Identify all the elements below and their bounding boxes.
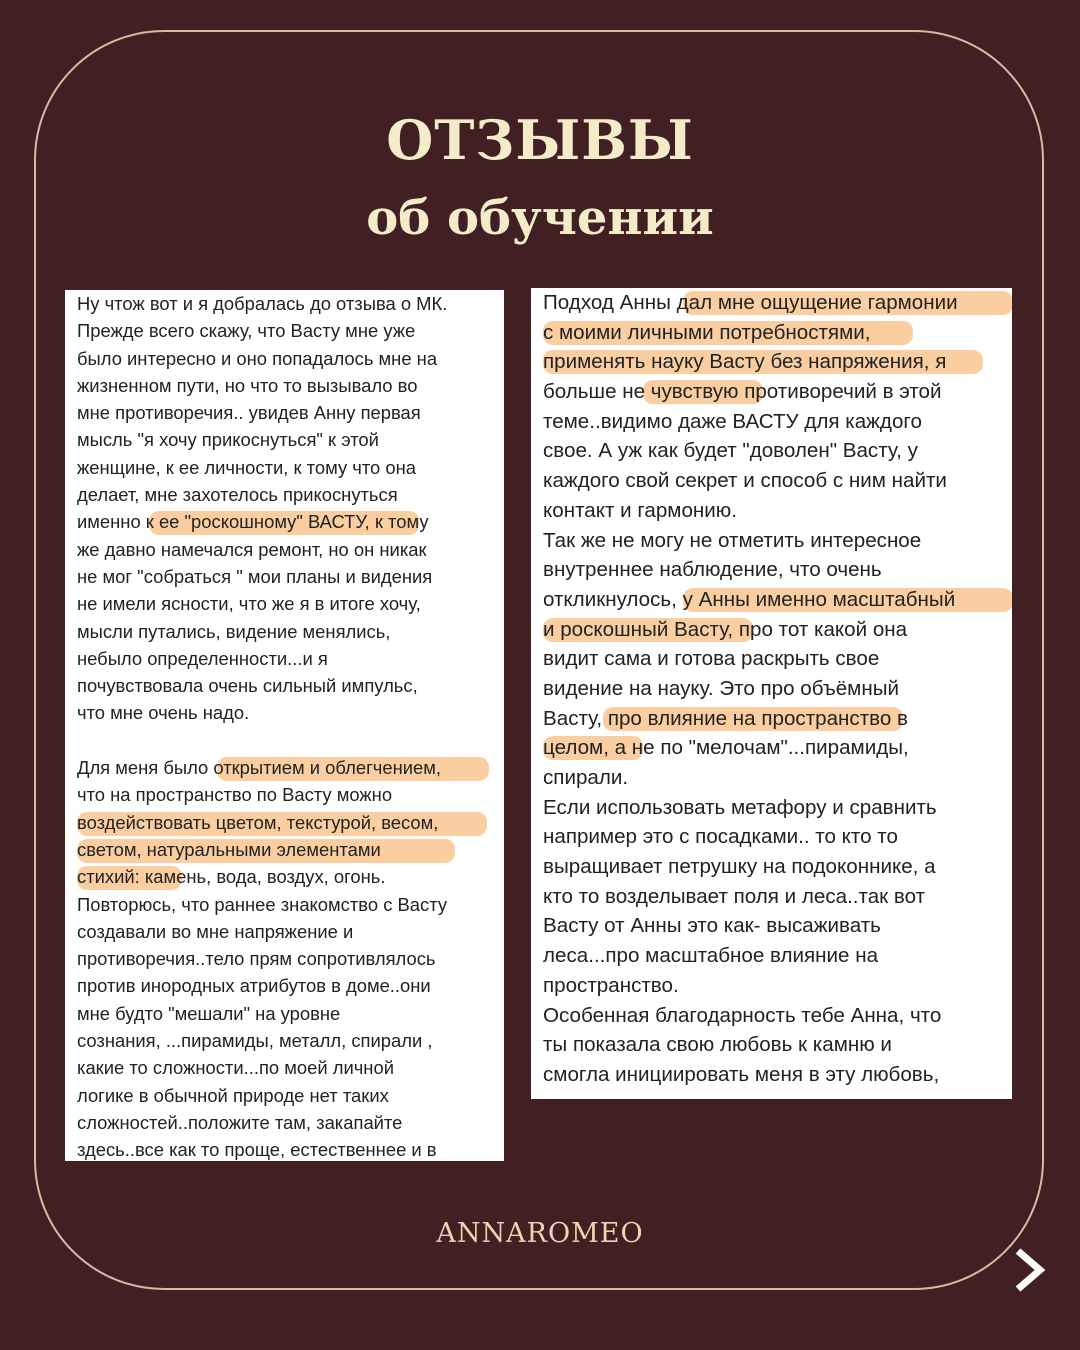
review-text: Васту от Анны это как- высаживать bbox=[543, 914, 881, 938]
page-subtitle: об обучении bbox=[366, 190, 714, 246]
review-text-line bbox=[77, 672, 492, 699]
review-text-line bbox=[77, 481, 492, 508]
review-text: и роскошный Васту, про тот какой она bbox=[543, 617, 908, 641]
review-text-line bbox=[77, 426, 492, 453]
review-text: с моими личными потребностями, bbox=[543, 320, 871, 344]
review-text: пространство. bbox=[543, 973, 679, 997]
review-text: против инородных атрибутов в доме..они bbox=[77, 975, 431, 997]
review-text-line bbox=[77, 809, 492, 836]
review-text: стихий: камень, вода, воздух, огонь. bbox=[77, 866, 386, 888]
review-text: что на пространство по Васту можно bbox=[77, 784, 393, 806]
review-text: мысль "я хочу прикоснуться" к этой bbox=[77, 429, 379, 451]
review-text-line bbox=[543, 733, 1000, 763]
review-text-line bbox=[543, 941, 1000, 971]
review-text-line bbox=[77, 1054, 492, 1081]
review-text: внутреннее наблюдение, что очень bbox=[543, 558, 882, 582]
review-text: спирали. bbox=[543, 766, 629, 789]
review-text: Васту, про влияние на пространство в bbox=[543, 706, 908, 730]
review-text-line bbox=[77, 1027, 492, 1054]
brand-logo: ANNAROMEO bbox=[436, 1218, 644, 1249]
review-text: целом, а не по "мелочам"...пирамиды, bbox=[543, 736, 909, 760]
review-text: логике в обычной природе нет таких bbox=[77, 1084, 389, 1106]
review-text: выращивает петрушку на подоконнике, а bbox=[543, 855, 936, 879]
review-text-line bbox=[77, 290, 492, 317]
review-text-line bbox=[543, 793, 1000, 823]
review-text-line bbox=[543, 377, 1000, 407]
review-text: ты показала свою любовь к камню и bbox=[543, 1033, 892, 1057]
review-text-line bbox=[77, 781, 492, 808]
review-text-line bbox=[77, 945, 492, 972]
review-text: Если использовать метафору и сравнить bbox=[543, 795, 937, 819]
review-text-line bbox=[77, 863, 492, 890]
review-text: какие то сложности...по моей личной bbox=[77, 1057, 394, 1079]
review-text-line bbox=[77, 590, 492, 617]
review-text-line bbox=[77, 399, 492, 426]
review-text-line bbox=[77, 972, 492, 999]
review-text-line bbox=[543, 1030, 1000, 1060]
review-text-line bbox=[543, 971, 1000, 1001]
review-text-line bbox=[543, 911, 1000, 941]
review-text-line bbox=[77, 1082, 492, 1109]
review-text: теме..видимо даже ВАСТУ для каждого bbox=[543, 409, 922, 433]
chevron-right-icon[interactable] bbox=[1010, 1247, 1050, 1293]
review-text-line bbox=[543, 822, 1000, 852]
review-text-line bbox=[543, 1060, 1000, 1090]
review-text: Особенная благодарность тебе Анна, что bbox=[543, 1003, 942, 1027]
review-text-line bbox=[543, 882, 1000, 912]
review-text-line bbox=[543, 466, 1000, 496]
review-text-line bbox=[77, 1136, 492, 1161]
review-text-line bbox=[543, 852, 1000, 882]
review-text: мне будто "мешали" на уровне bbox=[77, 1002, 341, 1024]
review-text: именно к ее "роскошному" ВАСТУ, к тому bbox=[77, 511, 429, 533]
review-text: больше не чувствую противоречий в этой bbox=[543, 380, 942, 404]
review-text-line bbox=[543, 347, 1000, 377]
review-text: Для меня было открытием и облегчением, bbox=[77, 757, 441, 779]
review-text-line bbox=[543, 644, 1000, 674]
review-text-line bbox=[543, 555, 1000, 585]
review-text: делает, мне захотелось прикоснуться bbox=[77, 484, 398, 506]
review-text: Прежде всего скажу, что Васту мне уже bbox=[77, 320, 416, 342]
review-text: не имели ясности, что же я в итоге хочу, bbox=[77, 593, 421, 615]
review-text-line bbox=[543, 1001, 1000, 1031]
review-text-line bbox=[77, 317, 492, 344]
review-text-line bbox=[77, 454, 492, 481]
review-text: было интересно и оно попадалось мне на bbox=[77, 347, 438, 369]
review-text-line bbox=[77, 754, 492, 781]
review-text: Так же не могу не отметить интересное bbox=[543, 528, 922, 552]
review-text: свое. А уж как будет "доволен" Васту, у bbox=[543, 439, 918, 463]
review-text-line bbox=[543, 615, 1000, 645]
review-text-line bbox=[77, 1000, 492, 1027]
review-text: светом, натуральными элементами bbox=[77, 838, 381, 860]
review-text: Ну чтож вот и я добралась до отзыва о МК. bbox=[77, 293, 448, 314]
review-text: почувствовала очень сильный импульс, bbox=[77, 675, 418, 697]
review-text: что мне очень надо. bbox=[77, 702, 250, 724]
review-text-line bbox=[543, 288, 1000, 318]
review-text: например это с посадками.. то кто то bbox=[543, 825, 898, 849]
review-text: же давно намечался ремонт, но он никак bbox=[77, 538, 427, 560]
review-text: мысли путались, видение менялись, bbox=[77, 620, 391, 642]
review-text: не мог "собраться " мои планы и видения bbox=[77, 565, 433, 587]
review-text-line bbox=[77, 536, 492, 563]
review-text: контакт и гармонию. bbox=[543, 498, 737, 522]
page-title: ОТЗЫВЫ bbox=[386, 108, 694, 172]
review-text-line bbox=[543, 407, 1000, 437]
review-text: жизненном пути, но что то вызывало во bbox=[77, 374, 418, 396]
review-text-line bbox=[543, 318, 1000, 348]
review-text-line bbox=[543, 526, 1000, 556]
review-text: Подход Анны дал мне ощущение гармонии bbox=[543, 291, 958, 314]
review-text: противоречия..тело прям сопротивлялось bbox=[77, 948, 436, 970]
review-text: Повторюсь, что раннее знакомство с Васту bbox=[77, 893, 448, 915]
review-text-line bbox=[543, 585, 1000, 615]
review-text: видение на науку. Это про объёмный bbox=[543, 676, 900, 700]
review-text: откликнулось, у Анны именно масштабный bbox=[543, 587, 956, 611]
review-text-line bbox=[77, 563, 492, 590]
review-text: мне противоречия.. увидев Анну первая bbox=[77, 402, 421, 424]
review-text-line bbox=[77, 727, 492, 754]
review-text-line bbox=[77, 1109, 492, 1136]
review-text-line bbox=[77, 618, 492, 645]
review-screenshot-right bbox=[531, 288, 1012, 1099]
review-text-line bbox=[77, 508, 492, 535]
review-text: каждого свой секрет и способ с ним найти bbox=[543, 469, 947, 493]
review-text-line bbox=[77, 345, 492, 372]
review-text-line bbox=[543, 436, 1000, 466]
review-text: сложностей..положите там, закапайте bbox=[77, 1111, 403, 1133]
review-text-line bbox=[77, 918, 492, 945]
review-text-line bbox=[77, 699, 492, 726]
review-screenshot-left bbox=[65, 290, 504, 1161]
review-text: женщине, к ее личности, к тому что она bbox=[77, 456, 416, 478]
review-text: применять науку Васту без напряжения, я bbox=[543, 350, 947, 374]
review-text: смогла инициировать меня в эту любовь, bbox=[543, 1062, 940, 1086]
review-text-line bbox=[77, 836, 492, 863]
review-text-line bbox=[543, 704, 1000, 734]
review-text: воздействовать цветом, текстурой, весом, bbox=[77, 811, 439, 833]
review-text: небыло определенности...и я bbox=[77, 647, 328, 669]
review-text: кто то возделывает поля и леса..так вот bbox=[543, 884, 926, 908]
review-text-line bbox=[77, 891, 492, 918]
review-text: создавали во мне напряжение и bbox=[77, 920, 354, 942]
review-text: леса...про масштабное влияние на bbox=[543, 944, 879, 968]
review-text: видит сама и готова раскрыть свое bbox=[543, 647, 880, 671]
review-text: сознания, ...пирамиды, металл, спирали , bbox=[77, 1030, 433, 1052]
review-text-line bbox=[543, 496, 1000, 526]
review-text: здесь..все как то проще, естественнее и в bbox=[77, 1139, 437, 1161]
review-text-line bbox=[543, 763, 1000, 793]
review-text-line bbox=[77, 372, 492, 399]
review-text-line bbox=[543, 674, 1000, 704]
review-text-line bbox=[77, 645, 492, 672]
